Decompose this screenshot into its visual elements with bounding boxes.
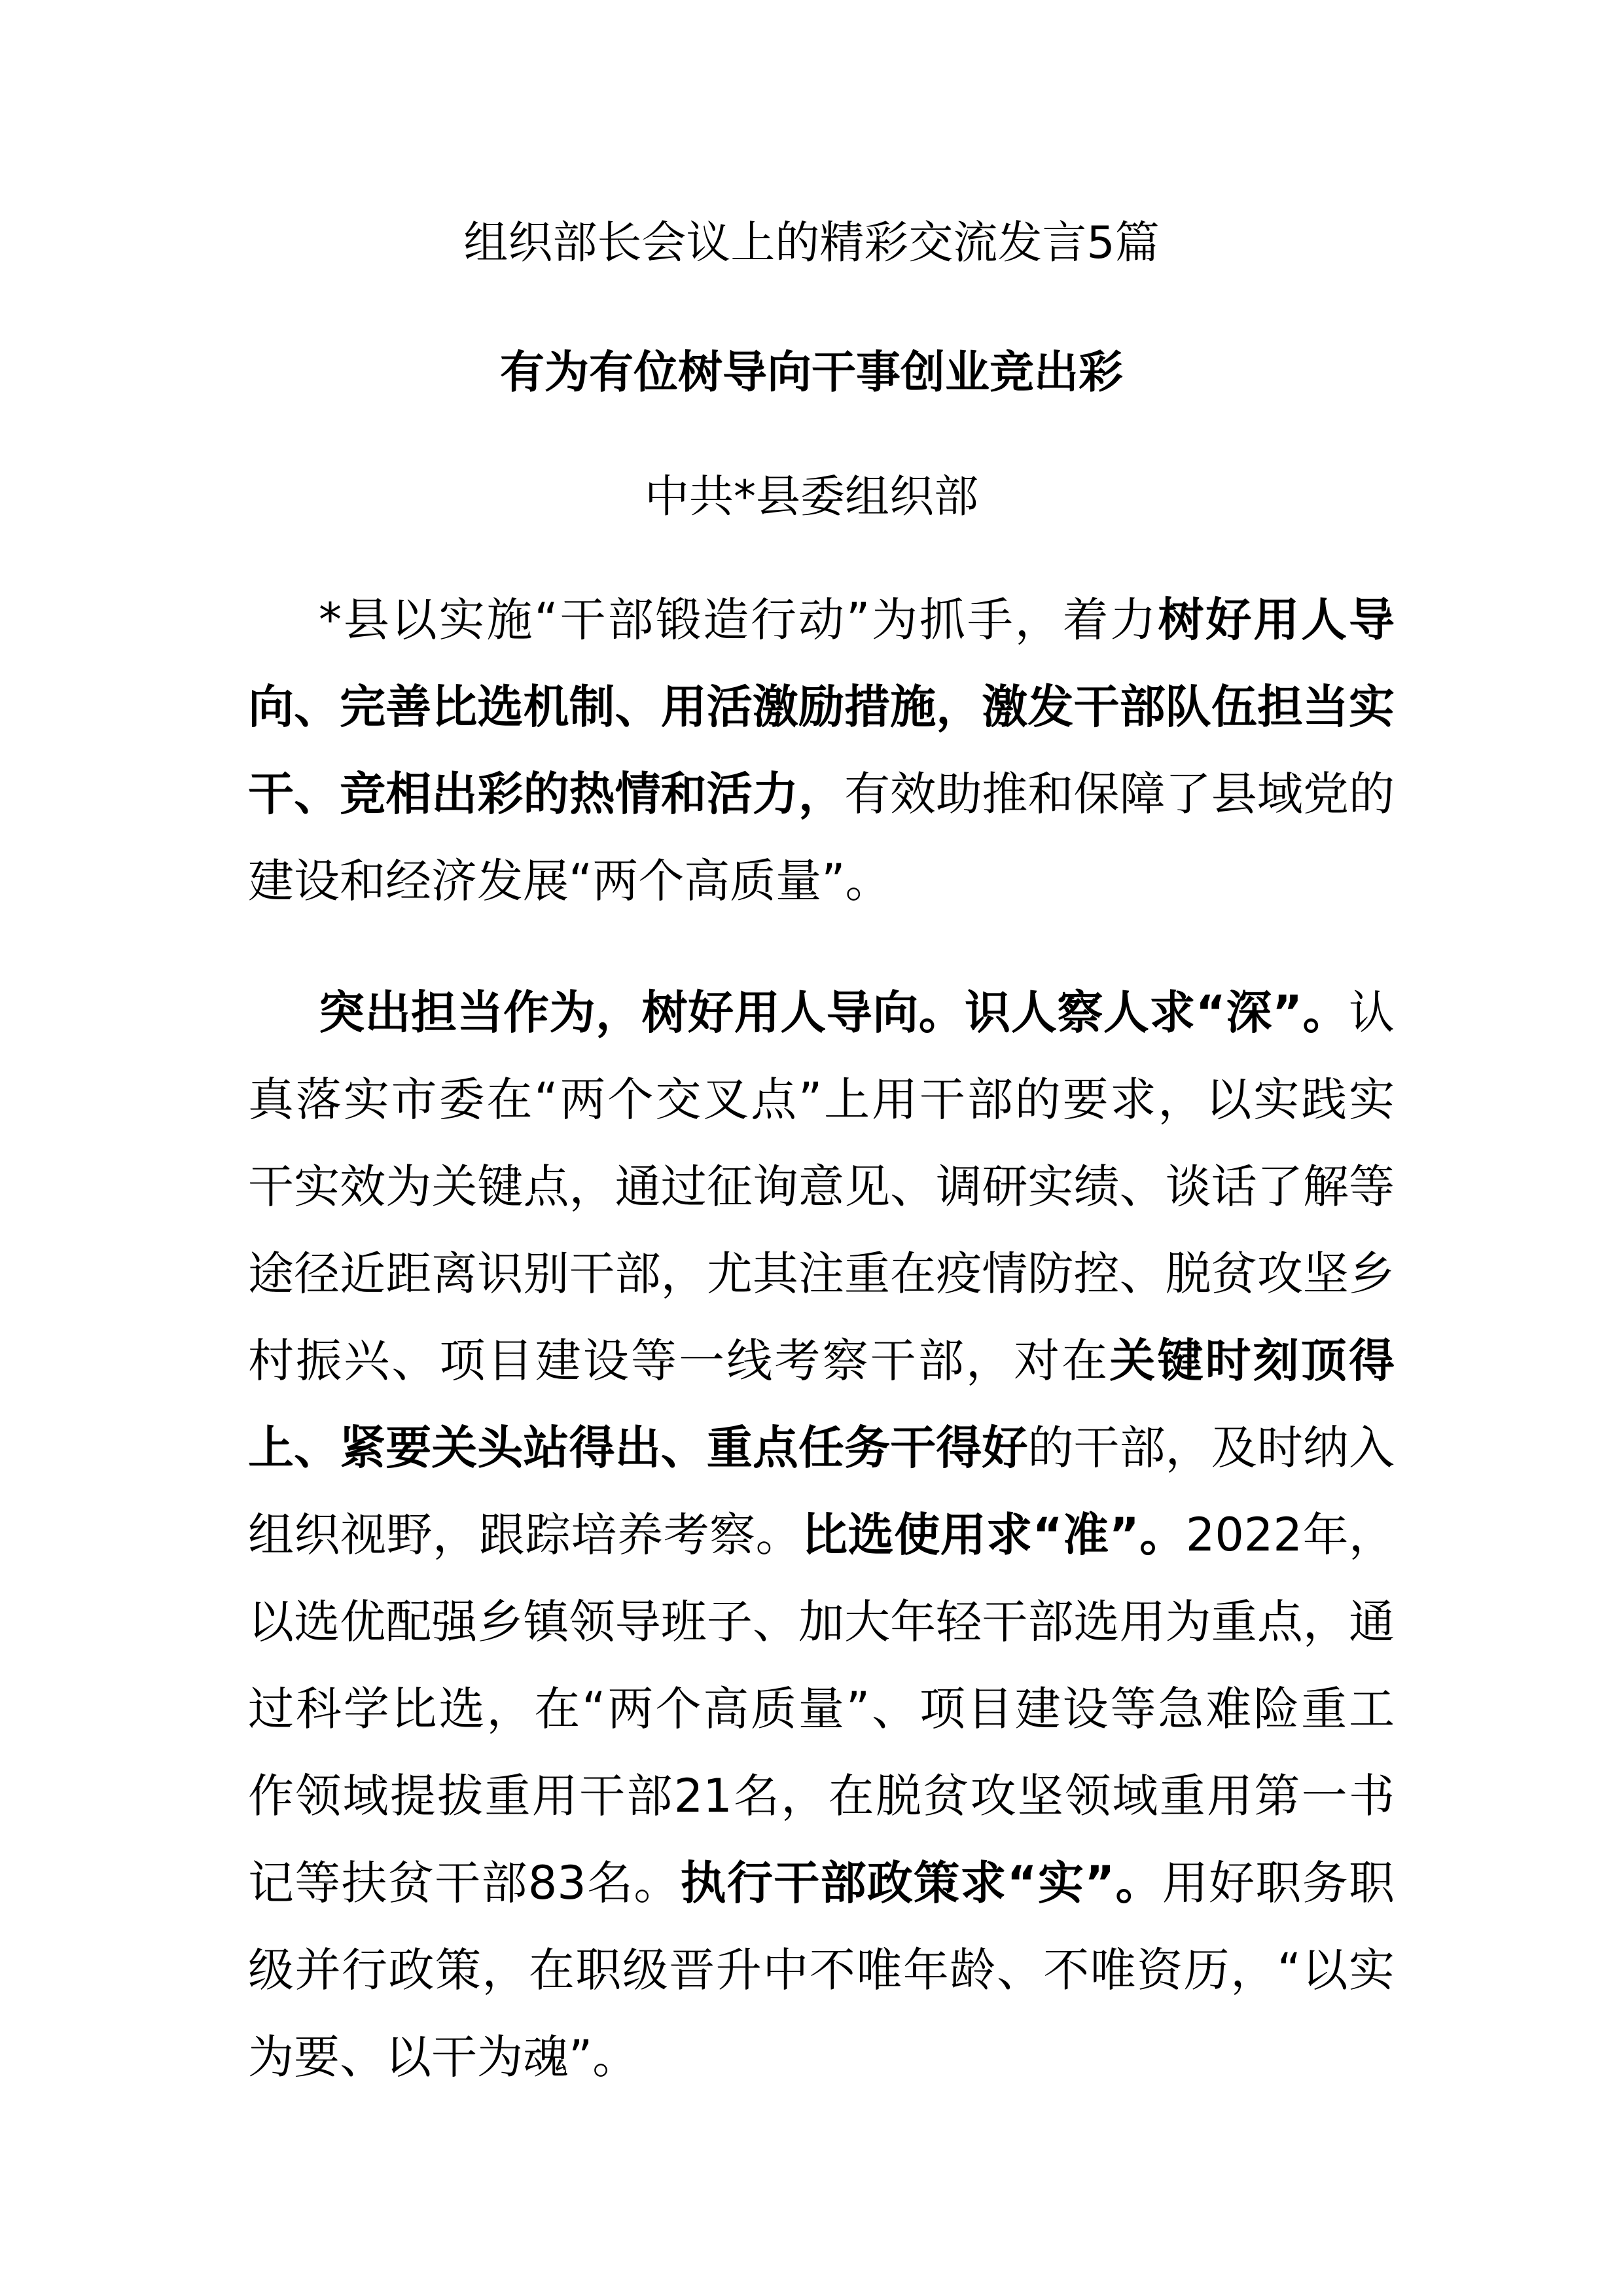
paragraph-2: [248, 969, 1395, 2101]
article-title: 有为有位树导向干事创业竞出彩: [499, 347, 1123, 399]
paragraph-1: [248, 577, 1395, 925]
paragraph-text: 用好职务职级并行政策，在职级晋升中不唯年龄、不唯资历，“以实为要、以干为魂”。: [248, 1856, 1395, 2084]
subheading-bold: 执行干部政策求“实”。: [680, 1856, 1162, 1910]
paragraph-text: 的干部，及时纳入组织视野，跟踪培养考察。: [248, 1421, 1395, 1562]
article-author: 中共*县委组织部: [644, 471, 978, 523]
paragraph-bold-text: 树好用人导向、完善比选机制、用活激励措施，激发干部队伍担当实干、竞相出彩的热情和活力，: [248, 593, 1395, 821]
section-heading-bold: 突出担当作为，树好用人导向。识人察人求“深”。: [319, 986, 1349, 1039]
paragraph-text: 有效助推和保障了县域党的建设和经济发展“两个高质量”。: [248, 767, 1395, 908]
paragraph-text: 2022年，以选优配强乡镇领导班子、加大年轻干部选用为重点，通过科学比选，在“两个高质量”、项目建设等急难险重工作领域提拔重用干部21名，在脱贫攻坚领域重用第一书记等扶贫干部83名。: [248, 1508, 1395, 1910]
paragraph-bold-text: 关键时刻顶得上、紧要关头站得出、重点任务干得好: [248, 1334, 1395, 1475]
document-title: 组织部长会议上的精彩交流发言5篇: [463, 217, 1160, 269]
paragraph-text: 认真落实市委在“两个交叉点”上用干部的要求，以实践实干实效为关键点，通过征询意见、调研实绩、谈话了解等途径近距离识别干部，尤其注重在疫情防控、脱贫攻坚乡村振兴、项目建设等一线考察干部，对在: [248, 986, 1395, 1388]
subheading-bold: 比选使用求“准”。: [802, 1508, 1186, 1562]
paragraph-text: *县以实施“干部锻造行动”为抓手，着力: [319, 593, 1158, 647]
